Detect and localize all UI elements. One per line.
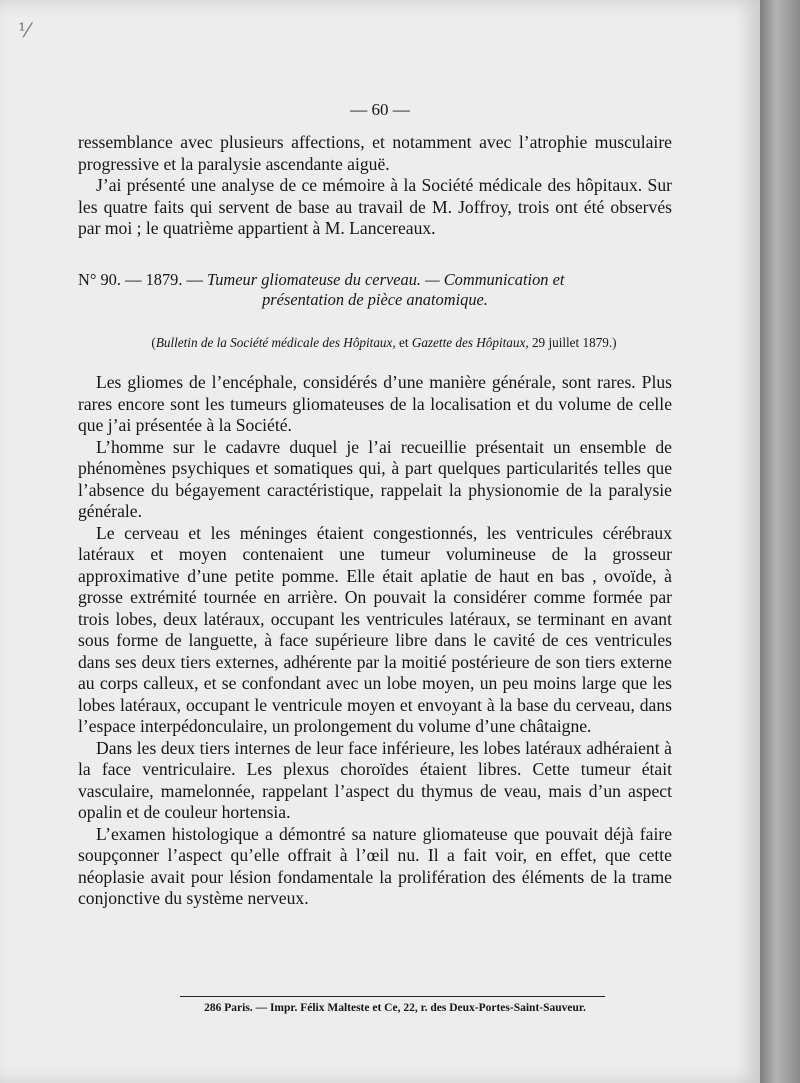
- page-edge: [760, 0, 800, 1083]
- source-and: et: [395, 335, 412, 350]
- entry-title: Tumeur gliomateuse du cerveau. — Communication et: [207, 270, 565, 289]
- entry-number: N° 90. — 1879. —: [78, 270, 208, 289]
- body-text: [78, 372, 672, 910]
- source-gazette: Gazette des Hôpitaux,: [411, 335, 529, 350]
- source-date: 29 juillet 1879.): [528, 335, 617, 350]
- intro-paragraph: J’ai présenté une analyse de ce mémoire à la Société médicale des hôpitaux. Sur les quatre faits qui servent de base au travail de M. Joffroy, trois ont été observés par moi ; le quatrième appartient à M. Lancereaux.: [78, 175, 672, 238]
- intro-text: [78, 132, 672, 240]
- body-paragraph: Dans les deux tiers internes de leur face inférieure, les lobes latéraux adhéraient à la face ventriculaire. Les plexus choroïdes étaient libres. Cette tumeur était vasculaire, mamelonnée, rappelant l’aspect du thymus de veau, mais d’un aspect opalin et de couleur hortensia.: [78, 737, 672, 822]
- body-paragraph: L’examen histologique a démontré sa nature gliomateuse que pouvait déjà faire soupçonner l’aspect qu’elle offrait à l’œil nu. Il a fait voir, en effet, que cette néoplasie avait pour lésion fondamentale la prolifération des éléments de la trame conjonctive du système nerveux.: [78, 823, 672, 908]
- footer-rule: [180, 996, 605, 997]
- body-paragraph: Les gliomes de l’encéphale, considérés d’une manière générale, sont rares. Plus rares encore sont les tumeurs gliomateuses de la localisation et du volume de celle que j’ai présentée à la Société.: [78, 372, 672, 435]
- page-number: — 60 —: [350, 100, 410, 119]
- source-bulletin: Bulletin de la Société médicale des Hôpitaux,: [155, 335, 396, 350]
- printer-footer: 286 Paris. — Impr. Félix Malteste et Ce, 22, r. des Deux-Portes-Saint-Sauveur.: [204, 1002, 586, 1014]
- corner-mark: ⅟: [18, 20, 30, 42]
- intro-paragraph: ressemblance avec plusieurs affections, et notamment avec l’atrophie musculaire progressive et la paralysie ascendante aiguë.: [78, 132, 672, 174]
- entry-source: [104, 334, 664, 352]
- source-open-paren: (: [151, 335, 156, 350]
- body-paragraph: L’homme sur le cadavre duquel je l’ai recueillie présentait un ensemble de phénomènes psychiques et somatiques qui, à part quelques particularités telles que l’absence du bégayement caractéristique, rappelait la physionomie de la paralysie générale.: [78, 436, 672, 521]
- body-paragraph: Le cerveau et les méninges étaient congestionnés, les ventricules cérébraux latéraux et moyen contenaient une tumeur volumineuse de la grosseur approximative d’une petite pomme. Elle était aplatie de haut en bas , ovoïde, à grosse extrémité tournée en arrière. On pouvait la considérer comme formée par trois lobes, deux latéraux, occupant les ventricules latéraux, se terminant en avant sous forme de languette, à face supérieure libre dans le cavité de ces ventricules dans ses deux tiers externes, adhérente par la moitié postérieure de son tiers externe au corps calleux, et se confondant avec un lobe moyen, un peu moins large que les lobes latéraux, occupant le ventricule moyen et envoyant à la base du cerveau, dans l’espace interpédonculaire, un prolongement du volume d’une châtaigne.: [78, 522, 672, 736]
- entry-heading: [78, 270, 672, 310]
- entry-title-continued: présentation de pièce anatomique.: [262, 290, 488, 309]
